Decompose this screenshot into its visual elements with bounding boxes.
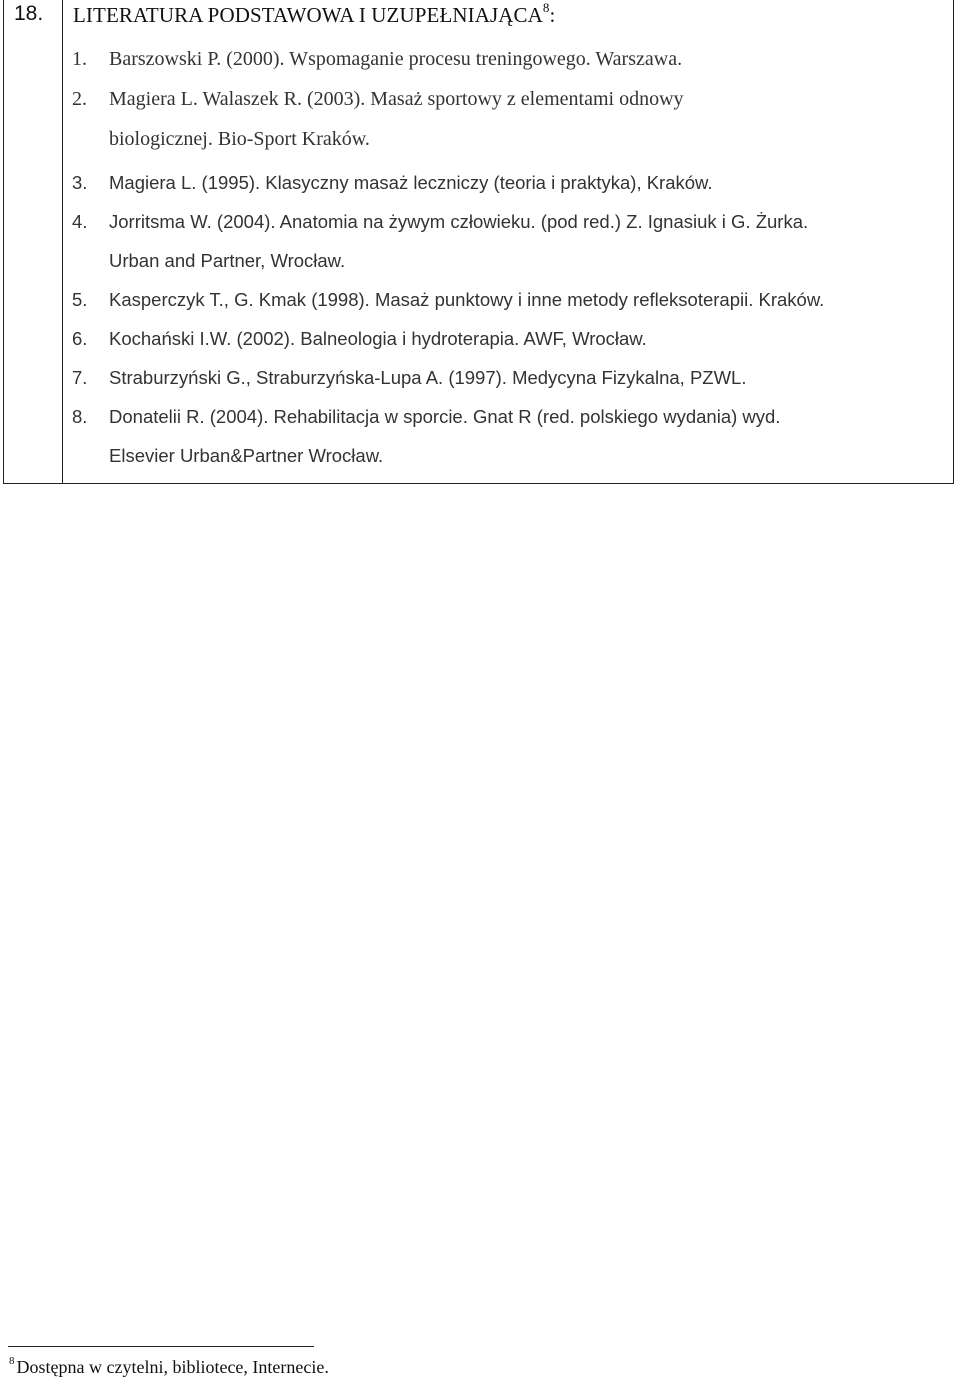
footnote [9,1357,329,1378]
reference-text: Barszowski P. (2000). Wspomaganie procesu treningowego. Warszawa. [109,48,683,70]
section-title-colon: : [549,3,556,27]
reference-number: 5. [72,289,88,310]
reference-number: 4. [72,211,88,232]
reference-text: Magiera L. Walaszek R. (2003). Masaż sportowy z elementami odnowy [109,88,684,110]
footnote-separator [8,1346,314,1347]
reference-text: biologicznej. Bio-Sport Kraków. [109,128,370,150]
footnote-reference: 8 [542,0,550,15]
reference-text: Elsevier Urban&Partner Wrocław. [109,445,384,466]
section-title-text: LITERATURA PODSTAWOWA I UZUPEŁNIAJĄCA [73,3,543,27]
section-number: 18. [14,2,44,25]
reference-text: Magiera L. (1995). Klasyczny masaż leczniczy (teoria i praktyka), Kraków. [109,172,713,193]
reference-number: 2. [72,88,87,110]
reference-text: Jorritsma W. (2004). Anatomia na żywym człowieku. (pod red.) Z. Ignasiuk i G. Żurka. [109,211,809,232]
reference-text: Straburzyński G., Straburzyńska-Lupa A. (1997). Medycyna Fizykalna, PZWL. [109,367,747,388]
reference-text: Kochański I.W. (2002). Balneologia i hydroterapia. AWF, Wrocław. [109,328,647,349]
reference-text: Kasperczyk T., G. Kmak (1998). Masaż punktowy i inne metody refleksoterapii. Kraków. [109,289,825,310]
reference-text: Urban and Partner, Wrocław. [109,250,346,271]
reference-number: 6. [72,328,88,349]
reference-number: 8. [72,406,88,427]
column-divider [62,0,63,483]
reference-text: Donatelii R. (2004). Rehabilitacja w sporcie. Gnat R (red. polskiego wydania) wyd. [109,406,781,427]
footnote-text: Dostępna w czytelni, bibliotece, Internecie. [16,1357,329,1377]
section-title [73,2,555,28]
reference-number: 3. [72,172,88,193]
reference-number: 7. [72,367,88,388]
reference-number: 1. [72,48,87,70]
footnote-marker: 8 [9,1355,15,1367]
